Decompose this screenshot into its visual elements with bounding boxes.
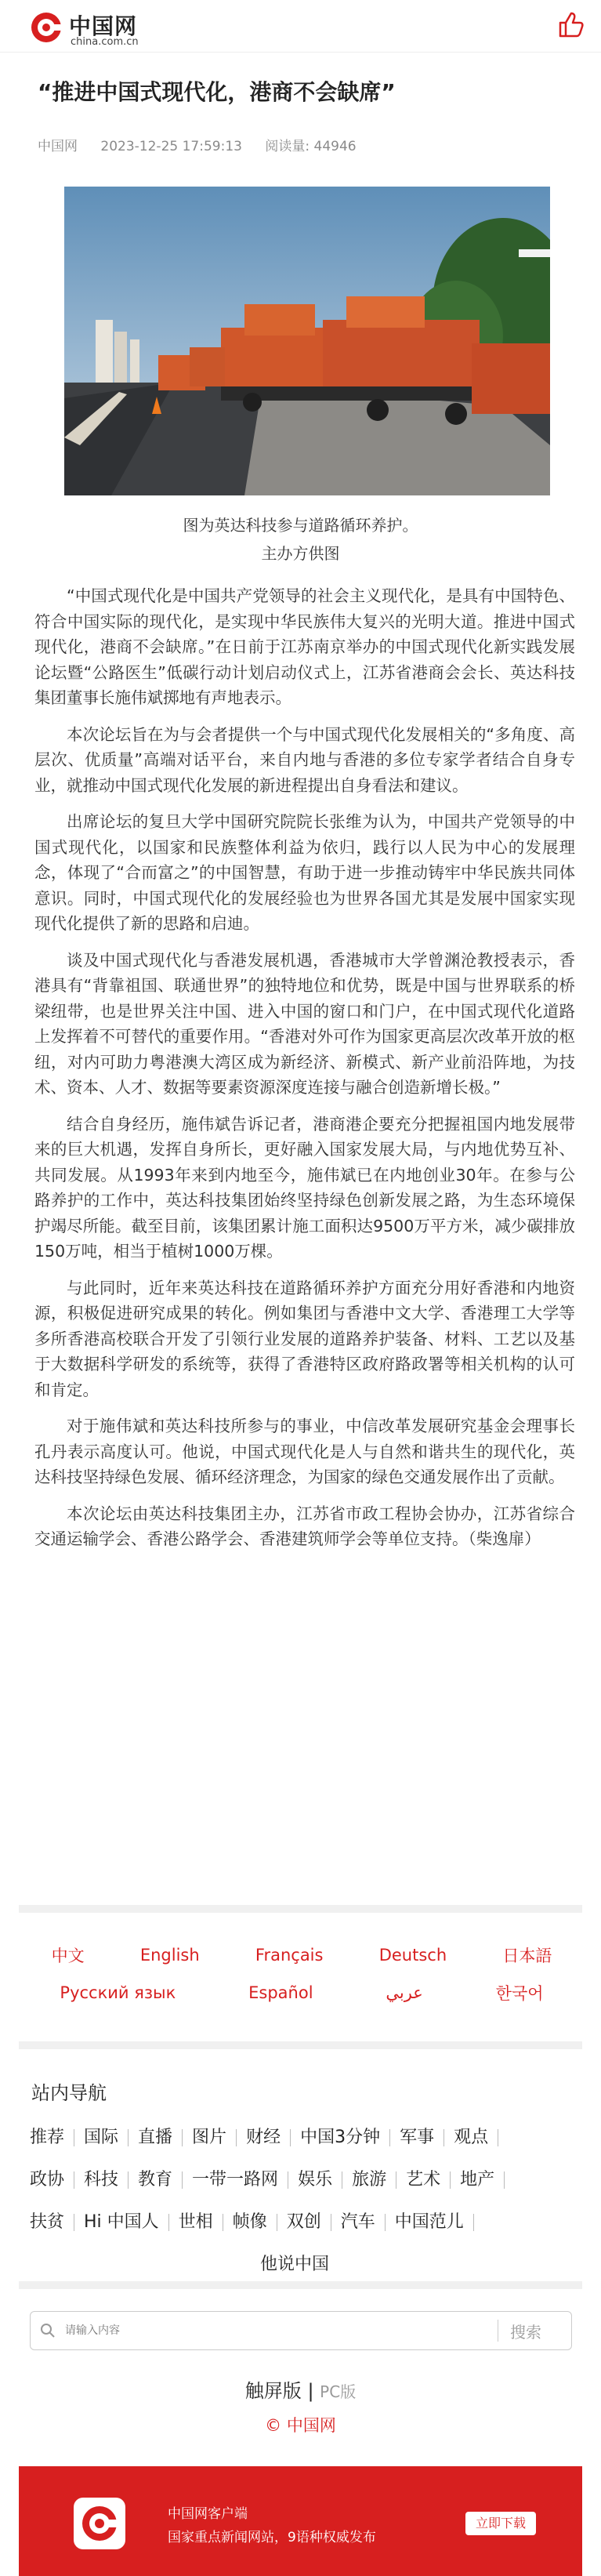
touch-version-link[interactable]: 触屏版 — [244, 2380, 302, 2402]
site-logo[interactable] — [30, 8, 202, 49]
nav-link[interactable]: 帧像 — [233, 2214, 277, 2231]
nav-link[interactable]: 一带一路网 — [192, 2171, 288, 2189]
nav-link[interactable]: 世相 — [179, 2214, 223, 2231]
nav-link[interactable]: 国际 — [84, 2129, 129, 2146]
search-input[interactable] — [63, 2320, 490, 2342]
photo-credit: 主办方供图 — [261, 544, 340, 563]
section-divider — [19, 1905, 582, 1913]
nav-row — [30, 2201, 578, 2244]
thumbs-up-icon[interactable] — [556, 9, 585, 39]
download-button[interactable]: 立即下载 — [465, 2512, 536, 2535]
photo-caption: 图为英达科技参与道路循环养护。 — [183, 516, 418, 535]
site-nav-title: 站内导航 — [31, 2082, 107, 2104]
article-paragraph: 谈及中国式现代化与香港发展机遇，香港城市大学曾渊沧教授表示，香港具有“背靠祖国、联通世界”的独特地位和优势，既是中国与世界联系的桥梁纽带，也是世界关注中国、进入中国的窗口和门户，在中国式现代化道路上发挥着不可替代的重要作用。“香港对外可作为国家更高层次改革开放的枢纽，对内可助力粤港澳大湾区成为新经济、新模式、新产业前沿阵地，为技术、资本、人才、数据等要素资源深度连接与融合创造新增长极。” — [34, 950, 575, 1097]
nav-link[interactable]: 观点 — [454, 2129, 498, 2146]
nav-link[interactable]: 双创 — [287, 2214, 331, 2231]
language-links — [24, 1936, 580, 2012]
app-description: 国家重点新闻网站，9语种权威发布 — [168, 2530, 376, 2545]
article-paragraph: 本次论坛由英达科技集团主办，江苏省市政工程协会协办，江苏省综合交通运输学会、香港公路学会、香港建筑师学会等单位支持。（柴逸扉） — [34, 1504, 575, 1548]
article-paragraph: 与此同时，近年来英达科技在道路循环养护方面充分用好香港和内地资源，积极促进研究成果的转化。例如集团与香港中文大学、香港理工大学等多所香港高校联合开发了引领行业发展的道路养护装备、材料、工艺以及基于大数据科学研发的系统等，获得了香港特区政府路政署等相关机构的认可和肯定。 — [34, 1278, 575, 1399]
app-icon — [74, 2498, 125, 2549]
nav-link[interactable]: 艺术 — [406, 2171, 451, 2189]
nav-link[interactable]: 地产 — [460, 2171, 505, 2189]
road-maintenance-photo — [64, 187, 550, 495]
lang-link-ru[interactable]: Русский язык — [60, 1983, 176, 2002]
nav-link[interactable]: 教育 — [138, 2171, 183, 2189]
search-icon — [40, 2323, 56, 2338]
lang-link-zh[interactable]: 中文 — [51, 1947, 85, 1965]
nav-row — [30, 2244, 578, 2286]
search-box — [30, 2311, 572, 2350]
nav-row — [30, 2159, 578, 2201]
language-row — [24, 1974, 580, 2012]
article-meta — [38, 135, 375, 154]
site-nav — [30, 2117, 578, 2286]
view-separator: | — [307, 2380, 314, 2402]
china-net-app-logo-icon — [74, 2498, 125, 2549]
article-paragraph: 出席论坛的复旦大学中国研究院院长张维为认为，中国共产党领导的中国式现代化，以国家和民族整体利益为依归，践行以人民为中心的发展理念，体现了“合而富之”的中国智慧，有助于进一步推动铸牢中华民族共同体意识。同时，中国式现代化的发展经验也为世界各国尤其是发展中国家实现现代化提供了新的思路和启迪。 — [34, 812, 575, 933]
lang-link-de[interactable]: Deutsch — [378, 1946, 447, 1965]
article-paragraph: 本次论坛旨在为与会者提供一个与中国式现代化发展相关的“多角度、高层次、优质量”高端对话平台，来自内地与香港的多位专家学者结合自身专业，就推动中国式现代化发展的新进程提出自身看法和建议。 — [34, 724, 575, 795]
nav-link[interactable]: Hi 中国人 — [84, 2214, 169, 2231]
nav-link[interactable]: 科技 — [84, 2171, 129, 2189]
nav-row — [30, 2117, 578, 2159]
nav-link[interactable]: 中国3分钟 — [300, 2129, 390, 2146]
article-source: 中国网 — [38, 139, 78, 154]
article-body — [34, 583, 575, 1563]
nav-link[interactable]: 他说中国 — [259, 2255, 329, 2274]
lang-link-fr[interactable]: Français — [255, 1946, 324, 1965]
logo-text-en: china.com.cn — [71, 36, 139, 48]
section-divider — [19, 2281, 582, 2289]
lang-link-en[interactable]: English — [139, 1946, 200, 1965]
search-button[interactable]: 搜索 — [510, 2323, 541, 2342]
nav-link[interactable]: 娱乐 — [298, 2171, 342, 2189]
language-row — [24, 1936, 580, 1974]
lang-link-ja[interactable]: 日本語 — [502, 1947, 552, 1965]
nav-link[interactable]: 中国范儿 — [395, 2214, 474, 2231]
nav-link[interactable]: 军事 — [400, 2129, 444, 2146]
app-download-banner[interactable] — [19, 2466, 582, 2576]
article-title: “推进中国式现代化，港商不会缺席” — [38, 79, 396, 105]
china-net-logo-icon — [30, 11, 63, 44]
nav-link[interactable]: 财经 — [246, 2129, 291, 2146]
article-datetime: 2023-12-25 17:59:13 — [100, 139, 242, 154]
article-paragraph: 结合自身经历，施伟斌告诉记者，港商港企要充分把握祖国内地发展带来的巨大机遇，发挥自身所长，更好融入国家发展大局，与内地优势互补、共同发展。从1993年来到内地至今，施伟斌已在内地创业30年。在参与公路养护的工作中，英达科技集团始终坚持绿色创新发展之路，为生态环境保护竭尽所能。截至目前，该集团累计施工面积达9500万平方米，减少碳排放150万吨，相当于植树1000万棵。 — [34, 1114, 575, 1261]
article-paragraph: 对于施伟斌和英达科技所参与的事业，中信改革发展研究基金会理事长孔丹表示高度认可。他说，中国式现代化是人与自然和谐共生的现代化，英达科技坚持绿色发展、循环经济理念，为国家的绿色交通发展作出了贡献。 — [34, 1417, 575, 1486]
nav-link[interactable]: 汽车 — [341, 2214, 386, 2231]
nav-link[interactable]: 推荐 — [30, 2129, 74, 2146]
lang-link-ar[interactable]: عربي — [386, 1983, 423, 2002]
nav-link[interactable]: 旅游 — [352, 2171, 396, 2189]
lang-link-ko[interactable]: 한국어 — [495, 1984, 544, 2003]
article-read-count: 阅读量: 44946 — [265, 139, 357, 154]
app-name: 中国网客户端 — [168, 2506, 248, 2522]
nav-link[interactable]: 图片 — [192, 2129, 237, 2146]
article-photo — [64, 187, 550, 495]
nav-link[interactable]: 扶贫 — [30, 2214, 74, 2231]
nav-link[interactable]: 直播 — [138, 2129, 183, 2146]
logo-text-cn: 中国网 — [69, 13, 138, 39]
site-header — [0, 0, 601, 53]
lang-link-es[interactable]: Español — [248, 1983, 313, 2002]
view-switch — [0, 2375, 601, 2403]
nav-link[interactable]: 政协 — [30, 2171, 74, 2189]
pc-version-link[interactable]: PC版 — [320, 2382, 357, 2401]
section-divider — [19, 2041, 582, 2049]
copyright: © 中国网 — [265, 2416, 336, 2435]
article-paragraph: “中国式现代化是中国共产党领导的社会主义现代化，是具有中国特色、符合中国实际的现代化，是实现中华民族伟大复兴的光明大道。推进中国式现代化，港商不会缺席。”在日前于江苏南京举办的中国式现代化新实践发展论坛暨“公路医生”低碳行动计划启动仪式上，江苏省港商会会长、英达科技集团董事长施伟斌掷地有声地表示。 — [34, 586, 575, 707]
